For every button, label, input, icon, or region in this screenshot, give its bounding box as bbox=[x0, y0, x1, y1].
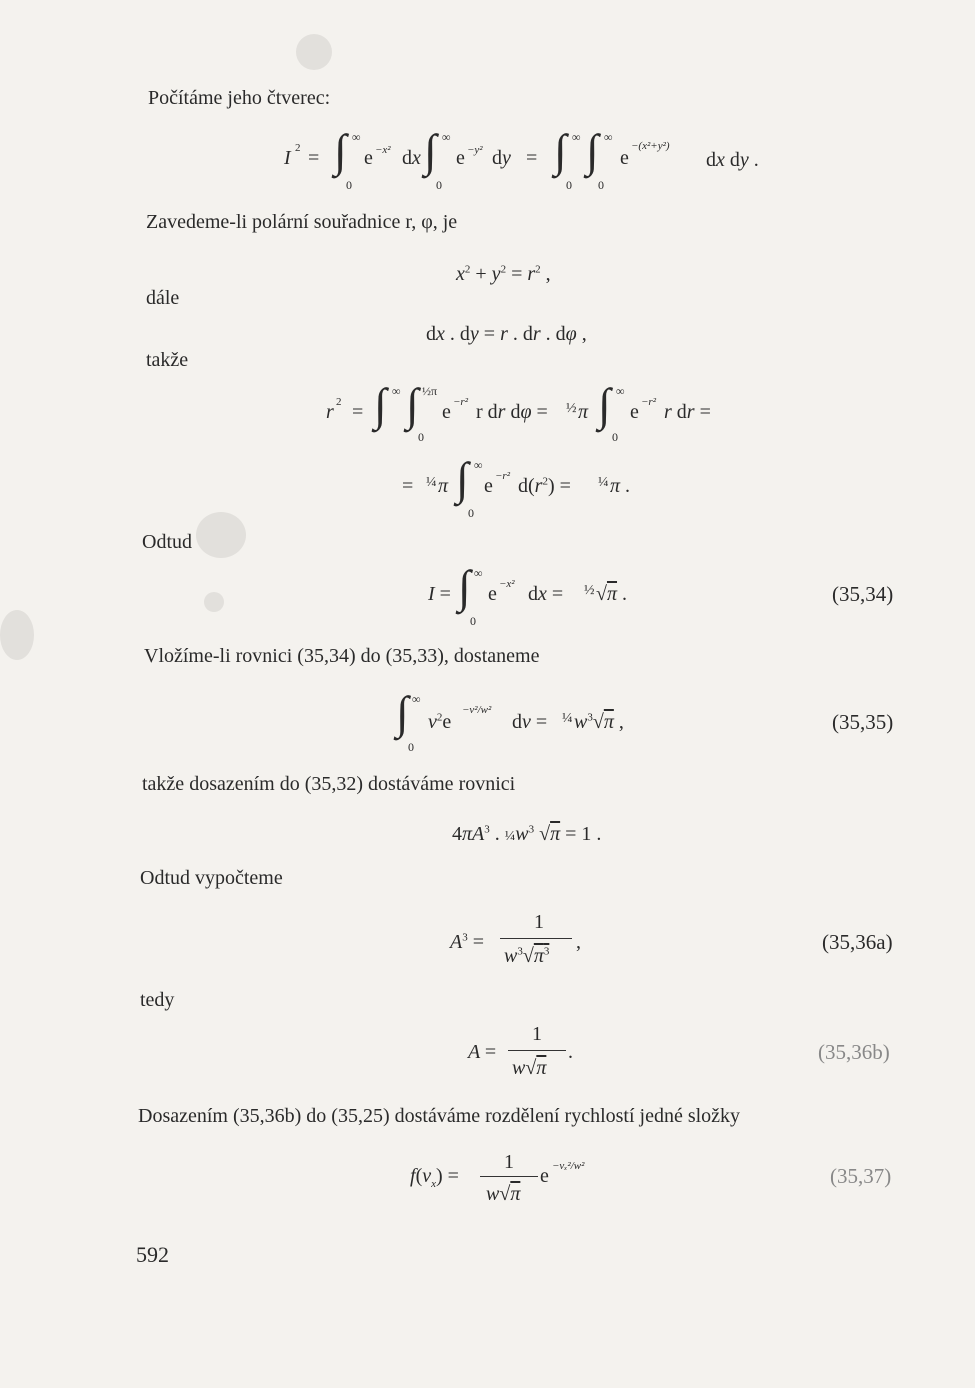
page-number: 592 bbox=[136, 1242, 169, 1267]
equation-number: (35,37) bbox=[830, 1164, 892, 1188]
equation-normalization: $4\pi A^3$ . $\frac{1}{4}w^3$ √π = 1 . bbox=[452, 823, 602, 845]
equation-number: (35,36a) bbox=[822, 930, 893, 954]
paragraph-line: Odtud vypočteme bbox=[140, 867, 283, 889]
paragraph-line: Zavedeme-li polární souřadnice r, φ, je bbox=[146, 211, 458, 233]
document-page: Počítáme jeho čtverec: I 2 = ∫ ∞ 0 e −x² dx ∫ ∞ 0 e −y² dy = ∫ ∞ 0 ∫ ∞ 0 e −(x²+y²) dx dy . Zavedeme-li polární souřadnice r, φ, je $x^2 + y^2 = r^2$ , dále dx . dy = r . dr . dφ , takže r 2 = ∫ ∞ ∫ ½π 0 e −r² r dr dφ = ½ π ∫ ∞ 0 e −r² r dr = = ¼ π ∫ ∞ 0 e −r² $d(r^2)$ = ¼ π . Odtud I = ∫ ∞ 0 e −x² dx = ½ √π . (35,34) Vložíme-li rovnici (35,34) do (35,33), dostaneme ∫ ∞ 0 $v^2e$ −v²/w² dv = ¼ $w^3√\pi$ , (35,35) takže dosazením do (35,32) dostáváme rovnici $4\pi A^3$ . $\frac{1}{4}w^3$ √π = 1 . Odtud vypočteme $A^3$ = 1 $w^3√\pi^3$ , (35,36a) tedy A = 1 w√π . (35,36b) Dosazením (35,36b) do (35,25) dostáváme rozdělení rychlostí jedné složky $f(v_x)$ = 1 w√π e −vₓ²/w² (35,37) 592 bbox=[0, 0, 975, 1388]
equation-area-element: dx . dy = r . dr . dφ , bbox=[426, 323, 587, 345]
paragraph-line: Vložíme-li rovnici (35,34) do (35,33), dostaneme bbox=[144, 645, 540, 667]
equation-polar-radius: $x^2 + y^2 = r^2$ , bbox=[456, 263, 551, 285]
paragraph-line: Počítáme jeho čtverec: bbox=[148, 87, 331, 109]
paragraph-line: Odtud bbox=[142, 531, 192, 553]
paragraph-line: takže bbox=[146, 349, 189, 371]
equation-number: (35,35) bbox=[832, 710, 894, 734]
ink-blot bbox=[196, 512, 246, 558]
equation-number: (35,34) bbox=[832, 582, 894, 606]
paragraph-line: Dosazením (35,36b) do (35,25) dostáváme rozdělení rychlostí jedné složky bbox=[138, 1105, 741, 1127]
ink-blot bbox=[0, 610, 34, 660]
paragraph-line: tedy bbox=[140, 989, 175, 1011]
ink-blot bbox=[204, 592, 224, 612]
paragraph-line: dále bbox=[146, 287, 180, 309]
ink-blot bbox=[296, 34, 332, 70]
equation-number: (35,36b) bbox=[818, 1040, 890, 1064]
paragraph-line: takže dosazením do (35,32) dostáváme rovnici bbox=[142, 773, 516, 795]
